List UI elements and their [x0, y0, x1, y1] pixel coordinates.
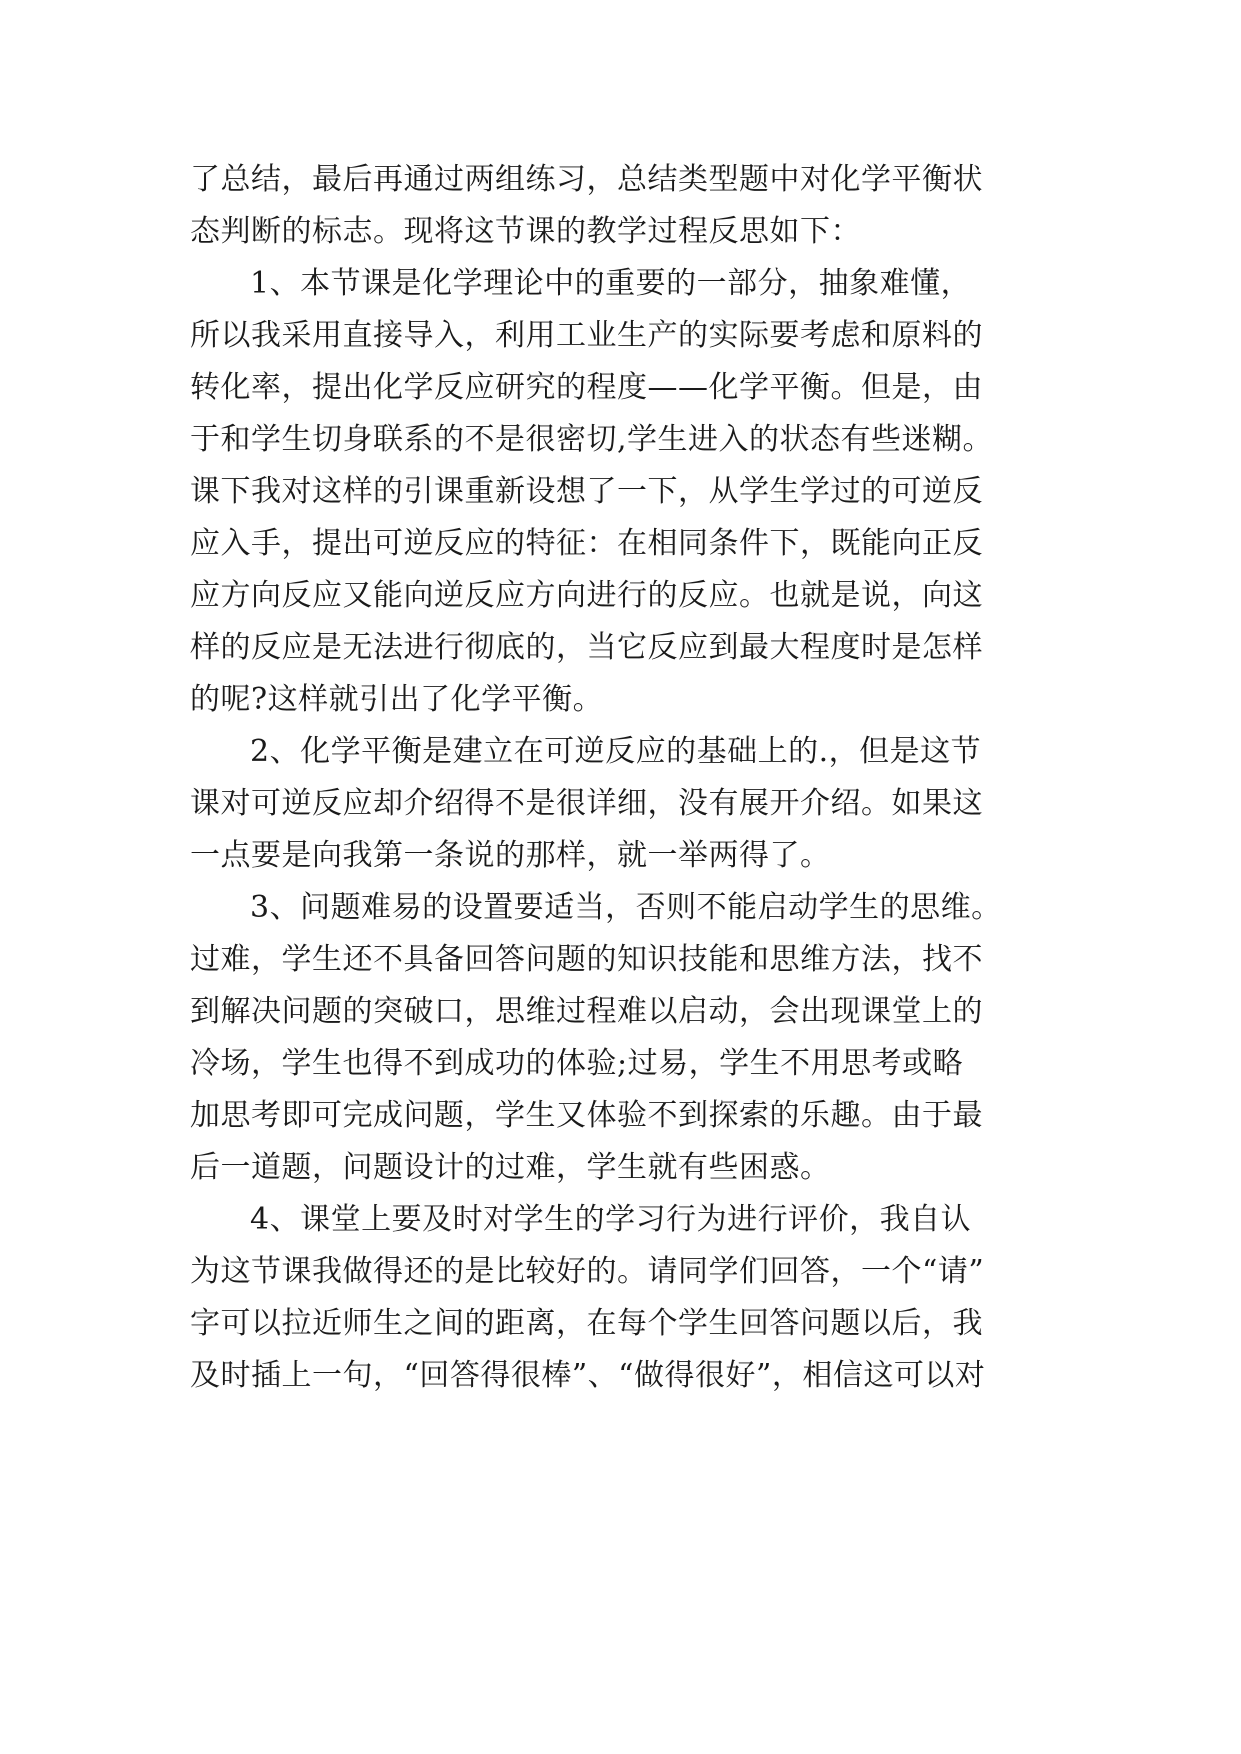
text-line: 过难，学生还不具备回答问题的知识技能和思维方法，找不 — [190, 942, 983, 977]
text-line: 于和学生切身联系的不是很密切,学生进入的状态有些迷糊。 — [190, 422, 994, 457]
text-line: 课对可逆反应却介绍得不是很详细，没有展开介绍。如果这 — [190, 786, 983, 821]
text-line: 的呢?这样就引出了化学平衡。 — [190, 682, 604, 717]
text-line: 字可以拉近师生之间的距离，在每个学生回答问题以后，我 — [190, 1306, 983, 1341]
text-line: 为这节课我做得还的是比较好的。请同学们回答，一个“请” — [190, 1254, 985, 1289]
text-line: 应入手，提出可逆反应的特征：在相同条件下，既能向正反 — [190, 526, 983, 561]
paragraph-4-start: 4、课堂上要及时对学生的学习行为进行评价，我自认 — [250, 1202, 972, 1237]
text-line: 加思考即可完成问题，学生又体验不到探索的乐趣。由于最 — [190, 1098, 983, 1133]
text-line: 及时插上一句，“回答得很棒”、“做得很好”，相信这可以对 — [190, 1358, 986, 1393]
text-line: 态判断的标志。现将这节课的教学过程反思如下： — [190, 214, 861, 249]
text-line: 一点要是向我第一条说的那样，就一举两得了。 — [190, 838, 831, 873]
text-line: 应方向反应又能向逆反应方向进行的反应。也就是说，向这 — [190, 578, 983, 613]
text-line: 样的反应是无法进行彻底的，当它反应到最大程度时是怎样 — [190, 630, 983, 665]
text-line: 转化率，提出化学反应研究的程度——化学平衡。但是，由 — [190, 370, 983, 405]
text-line: 冷场，学生也得不到成功的体验;过易，学生不用思考或略 — [190, 1046, 964, 1081]
text-line: 了总结，最后再通过两组练习，总结类型题中对化学平衡状 — [190, 162, 983, 197]
paragraph-2-start: 2、化学平衡是建立在可逆反应的基础上的.，但是这节 — [250, 734, 982, 769]
text-line: 所以我采用直接导入，利用工业生产的实际要考虑和原料的 — [190, 318, 983, 353]
text-line: 到解决问题的突破口，思维过程难以启动，会出现课堂上的 — [190, 994, 983, 1029]
paragraph-1-start: 1、本节课是化学理论中的重要的一部分，抽象难懂， — [250, 266, 972, 301]
text-line: 课下我对这样的引课重新设想了一下，从学生学过的可逆反 — [190, 474, 983, 509]
paragraph-3-start: 3、问题难易的设置要适当，否则不能启动学生的思维。 — [250, 890, 1002, 925]
text-line: 后一道题，问题设计的过难，学生就有些困惑。 — [190, 1150, 831, 1185]
